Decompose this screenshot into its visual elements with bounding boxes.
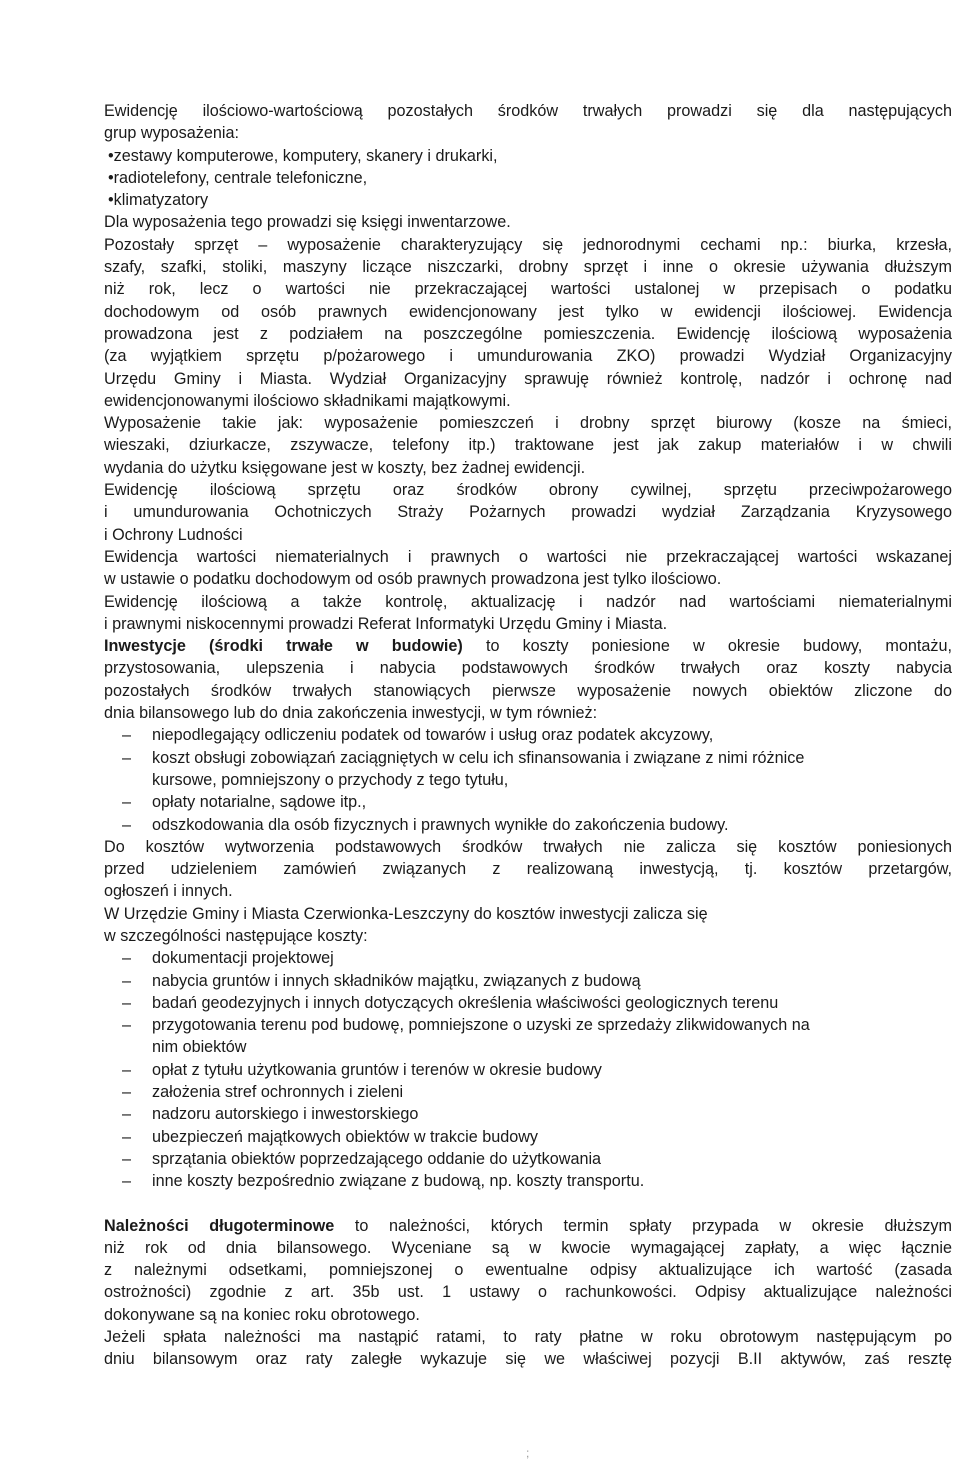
dash-item-continuation: kursowe, pomniejszony o przychody z tego tytułu,: [152, 770, 509, 789]
text-line: Jeżeli spłata należności ma nastąpić ratami, to raty płatne w roku obrotowym następującym po: [104, 1328, 952, 1347]
text-line: i umundurowania Ochotniczych Straży Pożarnych prowadzi wydział Zarządzania Kryzysowego: [104, 503, 952, 522]
text-line: wieszaki, dziurkacze, zszywacze, telefony itp.) traktowane jest jak zakup materiałów i w chwili: [104, 436, 952, 455]
dash-item: – niepodlegający odliczeniu podatek od towarów i usług oraz podatek akcyzowy,: [104, 724, 952, 746]
text-line: dochodowym od osób prawnych ewidencjonowany jest tylko w ewidencji ilościowej. Ewidencja: [104, 302, 952, 321]
bullet-item: •radiotelefony, centrale telefoniczne,: [108, 168, 368, 187]
text-line: niż rok od dnia bilansowego. Wyceniane są w kwocie wymagającej zapłaty, a więc łącznie: [104, 1238, 952, 1257]
text-line: prowadzona jest z podziałem na poszczególne pomieszczenia. Ewidencję ilościową wyposażenia: [104, 324, 952, 343]
dash-item-continuation: nim obiektów: [152, 1038, 247, 1057]
bullet-item: •zestawy komputerowe, komputery, skanery i drukarki,: [108, 146, 498, 165]
text-line: ostrożności) zgodnie z art. 35b ust. 1 ustawy o rachunkowości. Odpisy aktualizujące należności: [104, 1283, 952, 1302]
investments-heading: Inwestycje (środki trwałe w budowie): [104, 637, 463, 656]
text-line: Dla wyposażenia tego prowadzi się księgi inwentarzowe.: [104, 213, 511, 232]
text-line: Pozostały sprzęt – wyposażenie charakteryzujący się jednorodnymi cechami np.: biurka, krzesła,: [104, 235, 952, 254]
dash-item: – opłat z tytułu użytkowania gruntów i terenów w okresie budowy: [104, 1059, 952, 1081]
dash-item: – sprzątania obiektów poprzedzającego oddanie do użytkowania: [104, 1148, 952, 1170]
text-line: Urzędu Gminy i Miasta. Wydział Organizacyjny sprawuję również kontrolę, nadzór i ochronę nad: [104, 369, 952, 388]
text-line: szafy, szafki, stoliki, maszyny liczące niszczarki, drobny sprzęt i inne o okresie używania dłuższym: [104, 258, 952, 277]
text-line: wydania do użytku księgowane jest w koszty, bez żadnej ewidencji.: [104, 458, 586, 477]
text-run: to koszty poniesione w okresie budowy, montażu,: [462, 637, 952, 656]
text-line: dniu bilansowym oraz raty zaległe wykazuje się we właściwej pozycji B.II aktywów, zaś resztę: [104, 1350, 952, 1369]
dash-item: – przygotowania terenu pod budowę, pomniejszone o uzyski ze sprzedaży zlikwidowanych na: [104, 1014, 952, 1036]
text-line: Ewidencja wartości niematerialnych i prawnych o wartości nie przekraczającej wartości wskazanej: [104, 547, 952, 566]
text-line: Ewidencję ilościową a także kontrolę, aktualizację i nadzór nad wartościami niematerialnymi: [104, 592, 952, 611]
investments-paragraph-start: [104, 635, 952, 657]
text-line: w szczególności następujące koszty:: [104, 926, 368, 945]
text-line: grup wyposażenia:: [104, 124, 239, 143]
text-line: Ewidencję ilościowo-wartościową pozostałych środków trwałych prowadzi się dla następujących: [104, 102, 952, 120]
dash-item: – ubezpieczeń majątkowych obiektów w trakcie budowy: [104, 1126, 952, 1148]
document-body: [104, 100, 952, 1371]
text-line: W Urzędzie Gminy i Miasta Czerwionka-Leszczyny do kosztów inwestycji zalicza się: [104, 904, 708, 923]
receivables-heading: Należności długoterminowe: [104, 1216, 335, 1235]
dash-item: – nadzoru autorskiego i inwestorskiego: [104, 1103, 952, 1125]
text-line: Do kosztów wytworzenia podstawowych środków trwałych nie zalicza się kosztów poniesionych: [104, 837, 952, 856]
text-line: i Ochrony Ludności: [104, 525, 243, 544]
text-line: dokonywane są na koniec roku obrotowego.: [104, 1305, 420, 1324]
text-line: Wyposażenie takie jak: wyposażenie pomieszczeń i drobny sprzęt biurowy (kosze na śmieci,: [104, 414, 952, 433]
text-line: ewidencjonowanymi ilościowo składnikami majątkowymi.: [104, 391, 511, 410]
text-line: ogłoszeń i innych.: [104, 882, 233, 901]
text-line: Ewidencję ilościową sprzętu oraz środków obrony cywilnej, sprzętu przeciwpożarowego: [104, 481, 952, 500]
text-line: przystosowania, ulepszenia i nabycia podstawowych środków trwałych oraz koszty nabycia: [104, 659, 952, 678]
dash-item: – opłaty notarialne, sądowe itp.,: [104, 791, 952, 813]
bullet-item: •klimatyzatory: [108, 191, 209, 210]
text-line: przed udzieleniem zamówień związanych z realizowaną inwestycją, tj. kosztów przetargów,: [104, 860, 952, 879]
receivables-paragraph-start: [104, 1215, 952, 1237]
text-line: niż rok, lecz o wartości nie przekraczającej wartości ustalonej w przepisach o podatku: [104, 280, 952, 299]
text-line: pozostałych środków trwałych stanowiących pierwsze wyposażenie nowych obiektów zliczone do: [104, 681, 952, 700]
dash-item: – dokumentacji projektowej: [104, 947, 952, 969]
text-line: z należnymi odsetkami, pomniejszonej o ewentualne odpisy aktualizujące ich wartość (zasada: [104, 1261, 952, 1280]
text-line: dnia bilansowego lub do dnia zakończenia inwestycji, w tym również:: [104, 704, 598, 723]
paragraph-gap: [104, 1193, 952, 1215]
dash-item: – inne koszty bezpośrednio związane z budową, np. koszty transportu.: [104, 1170, 952, 1192]
dash-item: – koszt obsługi zobowiązań zaciągniętych w celu ich sfinansowania i związane z nimi różnice: [104, 747, 952, 769]
dash-item: – badań geodezyjnych i innych dotyczących określenia właściwości geologicznych terenu: [104, 992, 952, 1014]
text-line: (za wyjątkiem sprzętu p/pożarowego i umundurowania ZKO) prowadzi Wydział Organizacyjny: [104, 347, 952, 366]
dash-item: – nabycia gruntów i innych składników majątku, związanych z budową: [104, 970, 952, 992]
text-line: w ustawie o podatku dochodowym od osób prawnych prowadzona jest tylko ilościowo.: [104, 570, 722, 589]
text-line: i prawnymi niskocennymi prowadzi Referat Informatyki Urzędu Gminy i Miasta.: [104, 614, 668, 633]
dash-item: – odszkodowania dla osób fizycznych i prawnych wynikłe do zakończenia budowy.: [104, 814, 952, 836]
text-run: to należności, których termin spłaty przypada w okresie dłuższym: [334, 1216, 952, 1235]
page-number-mark: ;: [526, 1446, 530, 1460]
dash-item: – założenia stref ochronnych i zieleni: [104, 1081, 952, 1103]
